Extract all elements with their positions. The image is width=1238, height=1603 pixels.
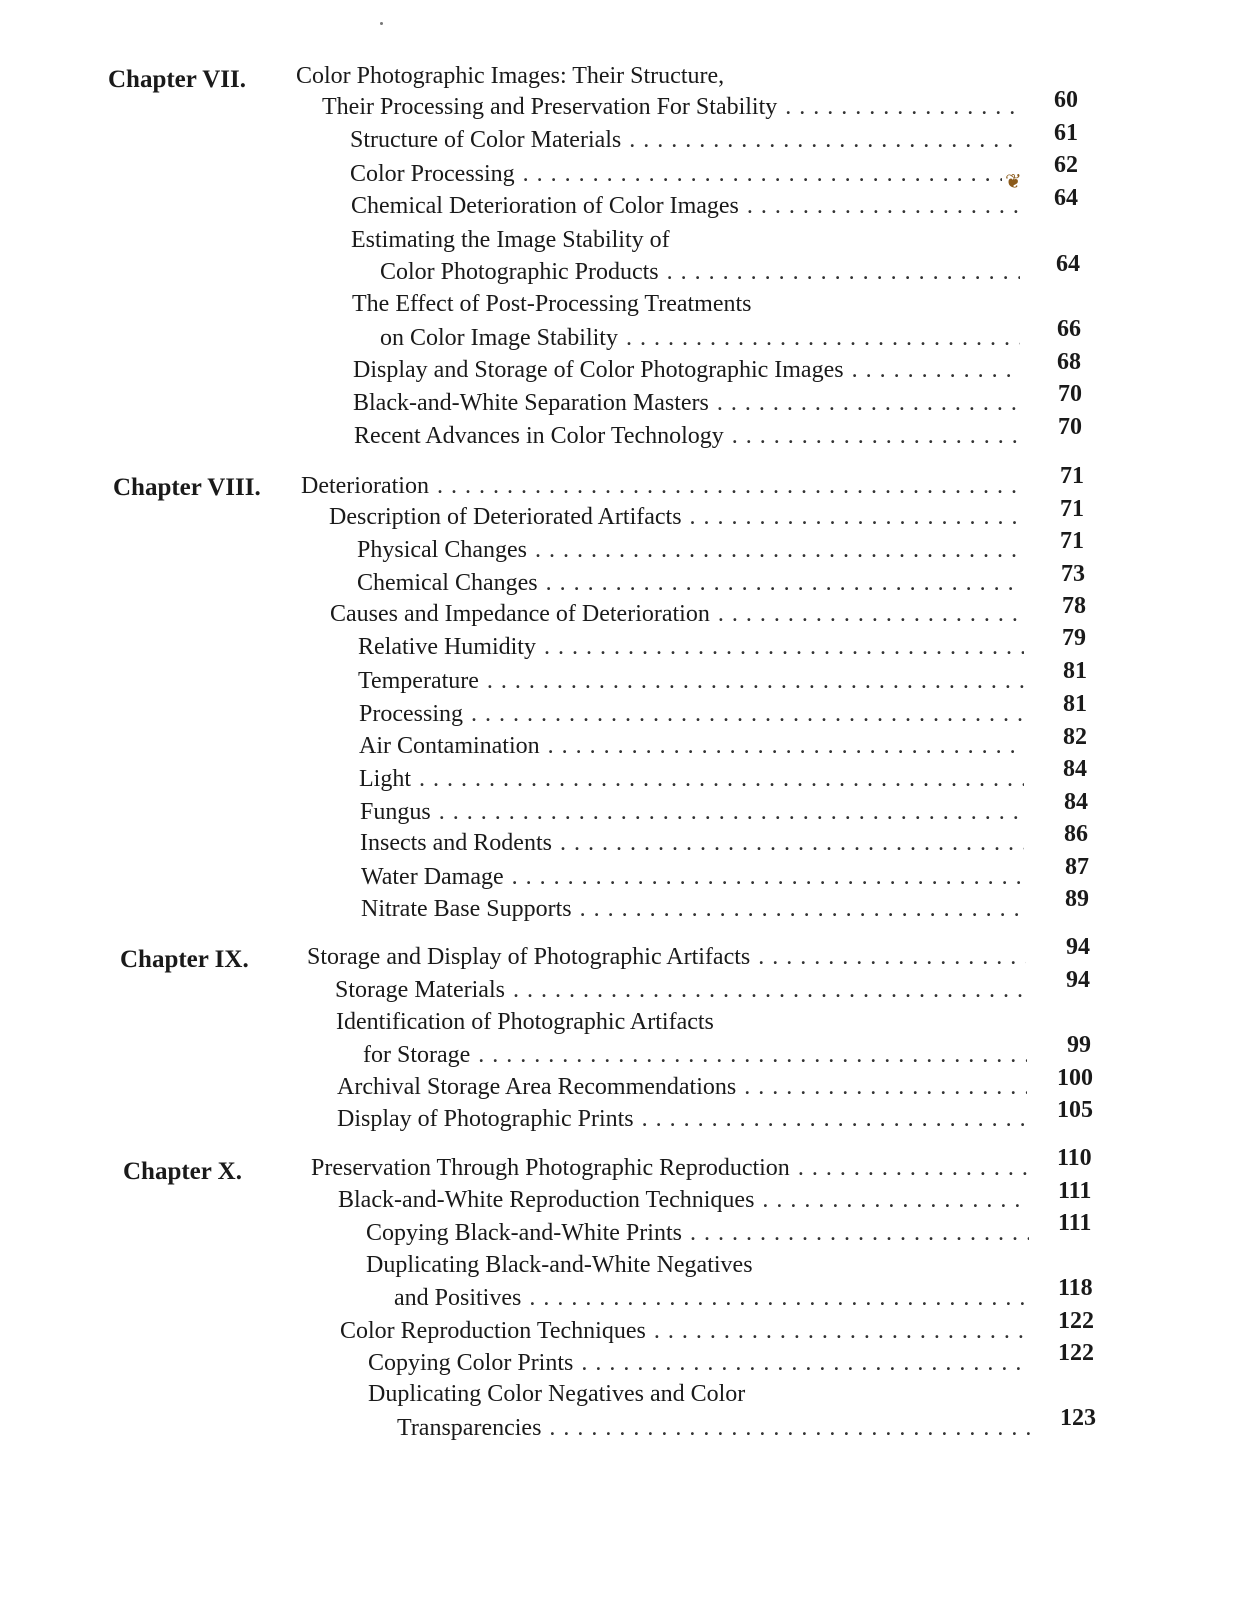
toc-entry[interactable] [350,124,1018,156]
leader-dots [785,91,1018,123]
leader-dots [717,387,1020,419]
page-number: 111 [1058,1178,1092,1204]
toc-entry-title: Duplicating Color Negatives and Color [368,1381,746,1407]
page-number: 68 [1057,349,1081,375]
leader-dots [512,861,1025,893]
page-number: 70 [1058,381,1082,407]
toc-entry-title: Air Contamination [359,733,540,759]
toc-entry-title: Color Photographic Images: Their Structure, [296,63,725,89]
toc-entry-title: Temperature [358,668,479,694]
page-number: 122 [1058,1308,1094,1334]
toc-entry-title: Black-and-White Reproduction Techniques [338,1187,755,1213]
leader-dots [747,190,1019,222]
toc-entry-title: Storage and Display of Photographic Artifacts [307,944,751,970]
toc-entry-title: Display and Storage of Color Photographic Images [353,357,844,383]
leader-dots [758,941,1026,973]
toc-entry[interactable] [359,763,1024,795]
toc-entry[interactable] [351,224,670,256]
page-number: 89 [1065,886,1089,912]
toc-entry-title: Estimating the Image Stability of [351,227,670,253]
page-number: 66 [1057,316,1081,342]
chapter-label: Chapter X. [123,1158,242,1185]
page-number: 122 [1058,1340,1094,1366]
toc-entry-title: Processing [359,701,463,727]
toc-entry-title: Duplicating Black-and-White Negatives [366,1252,753,1278]
leader-dots [690,501,1023,533]
leader-dots [529,1282,1030,1314]
leader-dots [560,827,1024,859]
toc-entry-title: Relative Humidity [358,634,536,660]
toc-entry-title: for Storage [363,1042,471,1068]
toc-entry-title: Display of Photographic Prints [337,1106,634,1132]
leader-dots [546,567,1023,599]
leader-dots [478,1039,1027,1071]
page-number: 78 [1062,593,1086,619]
toc-entry-title: Structure of Color Materials [350,127,622,153]
toc-entry-title: Color Processing [350,161,515,187]
leader-dots [549,1412,1031,1444]
chapter-label: Chapter VII. [108,66,246,93]
toc-entry-title: Description of Deteriorated Artifacts [329,504,682,530]
toc-entry-title: Color Photographic Products [380,259,659,285]
toc-entry-title: Copying Black-and-White Prints [366,1220,682,1246]
page-number: 60 [1054,87,1078,113]
toc-entry[interactable] [330,598,1023,630]
page-number: 70 [1058,414,1082,440]
toc-entry-title: Causes and Impedance of Deterioration [330,601,710,627]
leader-dots [629,124,1018,156]
page-number: 94 [1066,967,1090,993]
toc-entry[interactable] [337,1103,1027,1135]
chapter-label: Chapter VIII. [113,474,261,501]
toc-entry[interactable] [363,1039,1027,1071]
leader-dots [642,1103,1027,1135]
toc-entry[interactable] [366,1217,1029,1249]
page-number: 71 [1060,496,1084,522]
toc-entry-title: Fungus [360,799,431,825]
toc-entry[interactable] [359,698,1024,730]
toc-entry[interactable] [357,534,1023,566]
toc-entry[interactable] [350,158,1002,190]
page-number: 86 [1064,821,1088,847]
toc-entry[interactable] [335,974,1026,1006]
toc-entry-title: Deterioration [301,473,429,499]
leader-dots [437,470,1023,502]
toc-entry[interactable] [360,796,1024,828]
toc-entry-title: and Positives [394,1285,522,1311]
page-number: 73 [1061,561,1085,587]
leader-dots [581,1347,1030,1379]
toc-entry-title: Insects and Rodents [360,830,552,856]
page-number: 111 [1058,1210,1092,1236]
leader-dots [732,420,1020,452]
toc-entry[interactable] [296,60,724,92]
page-number: 100 [1057,1065,1093,1091]
page-number: 105 [1057,1097,1093,1123]
toc-entry-title: Copying Color Prints [368,1350,574,1376]
leader-dots [690,1217,1029,1249]
leader-dots [544,631,1024,663]
leader-dots [667,256,1020,288]
toc-entry[interactable] [329,501,1023,533]
toc-entry[interactable] [359,730,1024,762]
toc-entry[interactable] [368,1347,1030,1379]
toc-entry[interactable] [394,1282,1030,1314]
toc-entry-title: Physical Changes [357,537,527,563]
toc-entry[interactable] [307,941,1026,973]
toc-entry[interactable] [366,1249,753,1281]
leader-dots [852,354,1020,386]
toc-entry[interactable] [352,288,752,320]
toc-entry-title: Recent Advances in Color Technology [354,423,724,449]
toc-entry-title: Preservation Through Photographic Reproduction [311,1155,790,1181]
toc-entry-title: Storage Materials [335,977,505,1003]
leader-dots [654,1315,1030,1347]
leader-dots [798,1152,1029,1184]
toc-entry[interactable] [311,1152,1029,1184]
scan-speck [380,22,383,25]
toc-entry[interactable] [301,470,1023,502]
toc-entry[interactable] [380,322,1020,354]
toc-entry[interactable] [361,893,1025,925]
page-number: 118 [1058,1275,1093,1301]
chapter-label: Chapter IX. [120,946,249,973]
page-number: 94 [1066,934,1090,960]
toc-entry-title: Color Reproduction Techniques [340,1318,646,1344]
toc-entry-title: Nitrate Base Supports [361,896,572,922]
toc-entry[interactable] [322,91,1018,123]
toc-entry[interactable] [357,567,1023,599]
leader-dots [487,665,1024,697]
toc-entry-title: Chemical Changes [357,570,538,596]
toc-entry[interactable] [361,861,1025,893]
leader-dots [626,322,1020,354]
leader-dots [580,893,1025,925]
page-number: 84 [1063,756,1087,782]
page-number: 81 [1063,691,1087,717]
page-number: 87 [1065,854,1089,880]
toc-entry-title: Light [359,766,411,792]
page-number: 99 [1067,1032,1091,1058]
leader-dots [744,1071,1027,1103]
toc-entry[interactable] [380,256,1020,288]
toc-entry-title: Their Processing and Preservation For Stability [322,94,778,120]
leader-dots [535,534,1023,566]
page-number: 84 [1064,789,1088,815]
leader-dots [439,796,1024,828]
leader-dots [548,730,1024,762]
toc-entry[interactable] [368,1378,745,1410]
toc-entry[interactable] [340,1315,1030,1347]
toc-entry[interactable] [358,665,1024,697]
page-number: 79 [1062,625,1086,651]
toc-entry[interactable] [353,387,1020,419]
page-number: 64 [1054,185,1078,211]
toc-entry-title: Water Damage [361,864,504,890]
toc-entry-title: Identification of Photographic Artifacts [336,1009,714,1035]
toc-entry[interactable] [351,190,1019,222]
ink-blot-mark: ❦ [1005,171,1022,193]
toc-entry-title: The Effect of Post-Processing Treatments [352,291,752,317]
toc-entry[interactable] [336,1006,714,1038]
toc-entry-title: Archival Storage Area Recommendations [337,1074,737,1100]
toc-entry-title: Black-and-White Separation Masters [353,390,709,416]
leader-dots [762,1184,1029,1216]
page-number: 71 [1060,528,1084,554]
toc-entry[interactable] [353,354,1020,386]
page-number: 61 [1054,120,1078,146]
page-number: 110 [1057,1145,1092,1171]
page-number: 64 [1056,251,1080,277]
toc-entry[interactable] [360,827,1024,859]
leader-dots [419,763,1024,795]
page-number: 62 [1054,152,1078,178]
leader-dots [523,158,1002,190]
page-number: 71 [1060,463,1084,489]
toc-entry[interactable] [338,1184,1029,1216]
toc-entry-title: Transparencies [397,1415,542,1441]
leader-dots [513,974,1026,1006]
page-number: 123 [1060,1405,1096,1431]
toc-entry-title: on Color Image Stability [380,325,618,351]
toc-entry[interactable] [358,631,1024,663]
toc-entry-title: Chemical Deterioration of Color Images [351,193,739,219]
page-number: 81 [1063,658,1087,684]
page-number: 82 [1063,724,1087,750]
leader-dots [718,598,1023,630]
toc-entry[interactable] [337,1071,1027,1103]
leader-dots [471,698,1024,730]
toc-entry[interactable] [354,420,1020,452]
toc-entry[interactable] [397,1412,1031,1444]
